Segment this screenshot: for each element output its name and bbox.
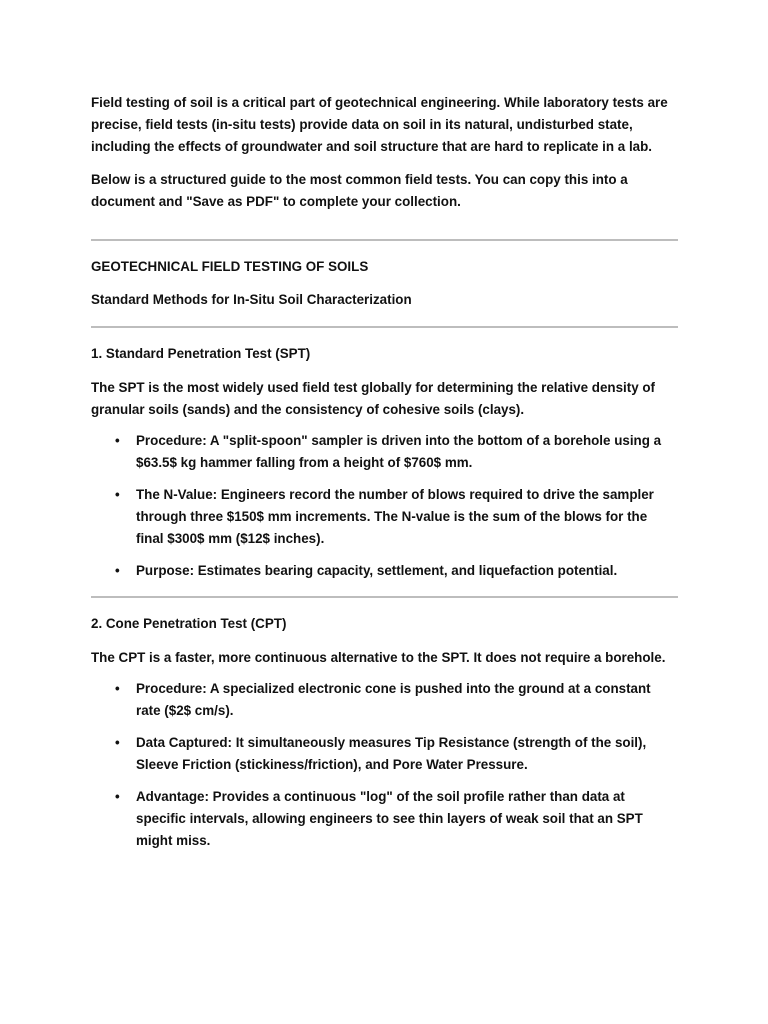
list-item-text: The N-Value: Engineers record the number of blows required to drive the sampler through three $150$ mm increments. The N-value is the sum of the blows for the final $300$ mm ($12$ inches).	[136, 487, 654, 546]
list-item-text: Purpose: Estimates bearing capacity, settlement, and liquefaction potential.	[136, 563, 618, 578]
list-item-text: Data Captured: It simultaneously measures Tip Resistance (strength of the soil), Sleeve Friction (stickiness/friction), and Pore Water Pressure.	[136, 735, 647, 772]
list-item	[91, 430, 678, 474]
document-page	[91, 92, 678, 852]
list-item	[91, 678, 678, 722]
section-divider	[91, 239, 678, 241]
bullet-list-cpt	[91, 678, 678, 852]
document-title: GEOTECHNICAL FIELD TESTING OF SOILS	[91, 259, 369, 274]
section-divider	[91, 596, 678, 598]
document-subtitle: Standard Methods for In-Situ Soil Characterization	[91, 292, 412, 307]
section-divider	[91, 326, 678, 328]
intro-note-paragraph: Below is a structured guide to the most common field tests. You can copy this into a document and "Save as PDF" to complete your collection.	[91, 172, 628, 209]
section-heading-spt: 1. Standard Penetration Test (SPT)	[91, 346, 311, 361]
list-item	[91, 484, 678, 550]
intro-paragraph: Field testing of soil is a critical part of geotechnical engineering. While laboratory tests are precise, field tests (in-situ tests) provide data on soil in its natural, undisturbed state, including the effects of groundwater and soil structure that are hard to replicate in a lab.	[91, 95, 668, 154]
list-item	[91, 560, 678, 582]
list-item	[91, 786, 678, 852]
section-description-spt: The SPT is the most widely used field test globally for determining the relative density of granular soils (sands) and the consistency of cohesive soils (clays).	[91, 380, 656, 417]
bullet-marker: •	[115, 433, 120, 448]
list-item-text: Procedure: A "split-spoon" sampler is driven into the bottom of a borehole using a $63.5$ kg hammer falling from a height of $760$ mm.	[136, 433, 662, 470]
section-heading-cpt: 2. Cone Penetration Test (CPT)	[91, 616, 287, 631]
bullet-marker: •	[115, 563, 120, 578]
bullet-list-spt	[91, 430, 678, 582]
list-item-text: Procedure: A specialized electronic cone is pushed into the ground at a constant rate ($2$ cm/s).	[136, 681, 651, 718]
bullet-marker: •	[115, 681, 120, 696]
section-description-cpt: The CPT is a faster, more continuous alternative to the SPT. It does not require a borehole.	[91, 650, 666, 665]
list-item-text: Advantage: Provides a continuous "log" of the soil profile rather than data at specific intervals, allowing engineers to see thin layers of weak soil that an SPT might miss.	[136, 789, 643, 848]
bullet-marker: •	[115, 789, 120, 804]
bullet-marker: •	[115, 735, 120, 750]
bullet-marker: •	[115, 487, 120, 502]
list-item	[91, 732, 678, 776]
